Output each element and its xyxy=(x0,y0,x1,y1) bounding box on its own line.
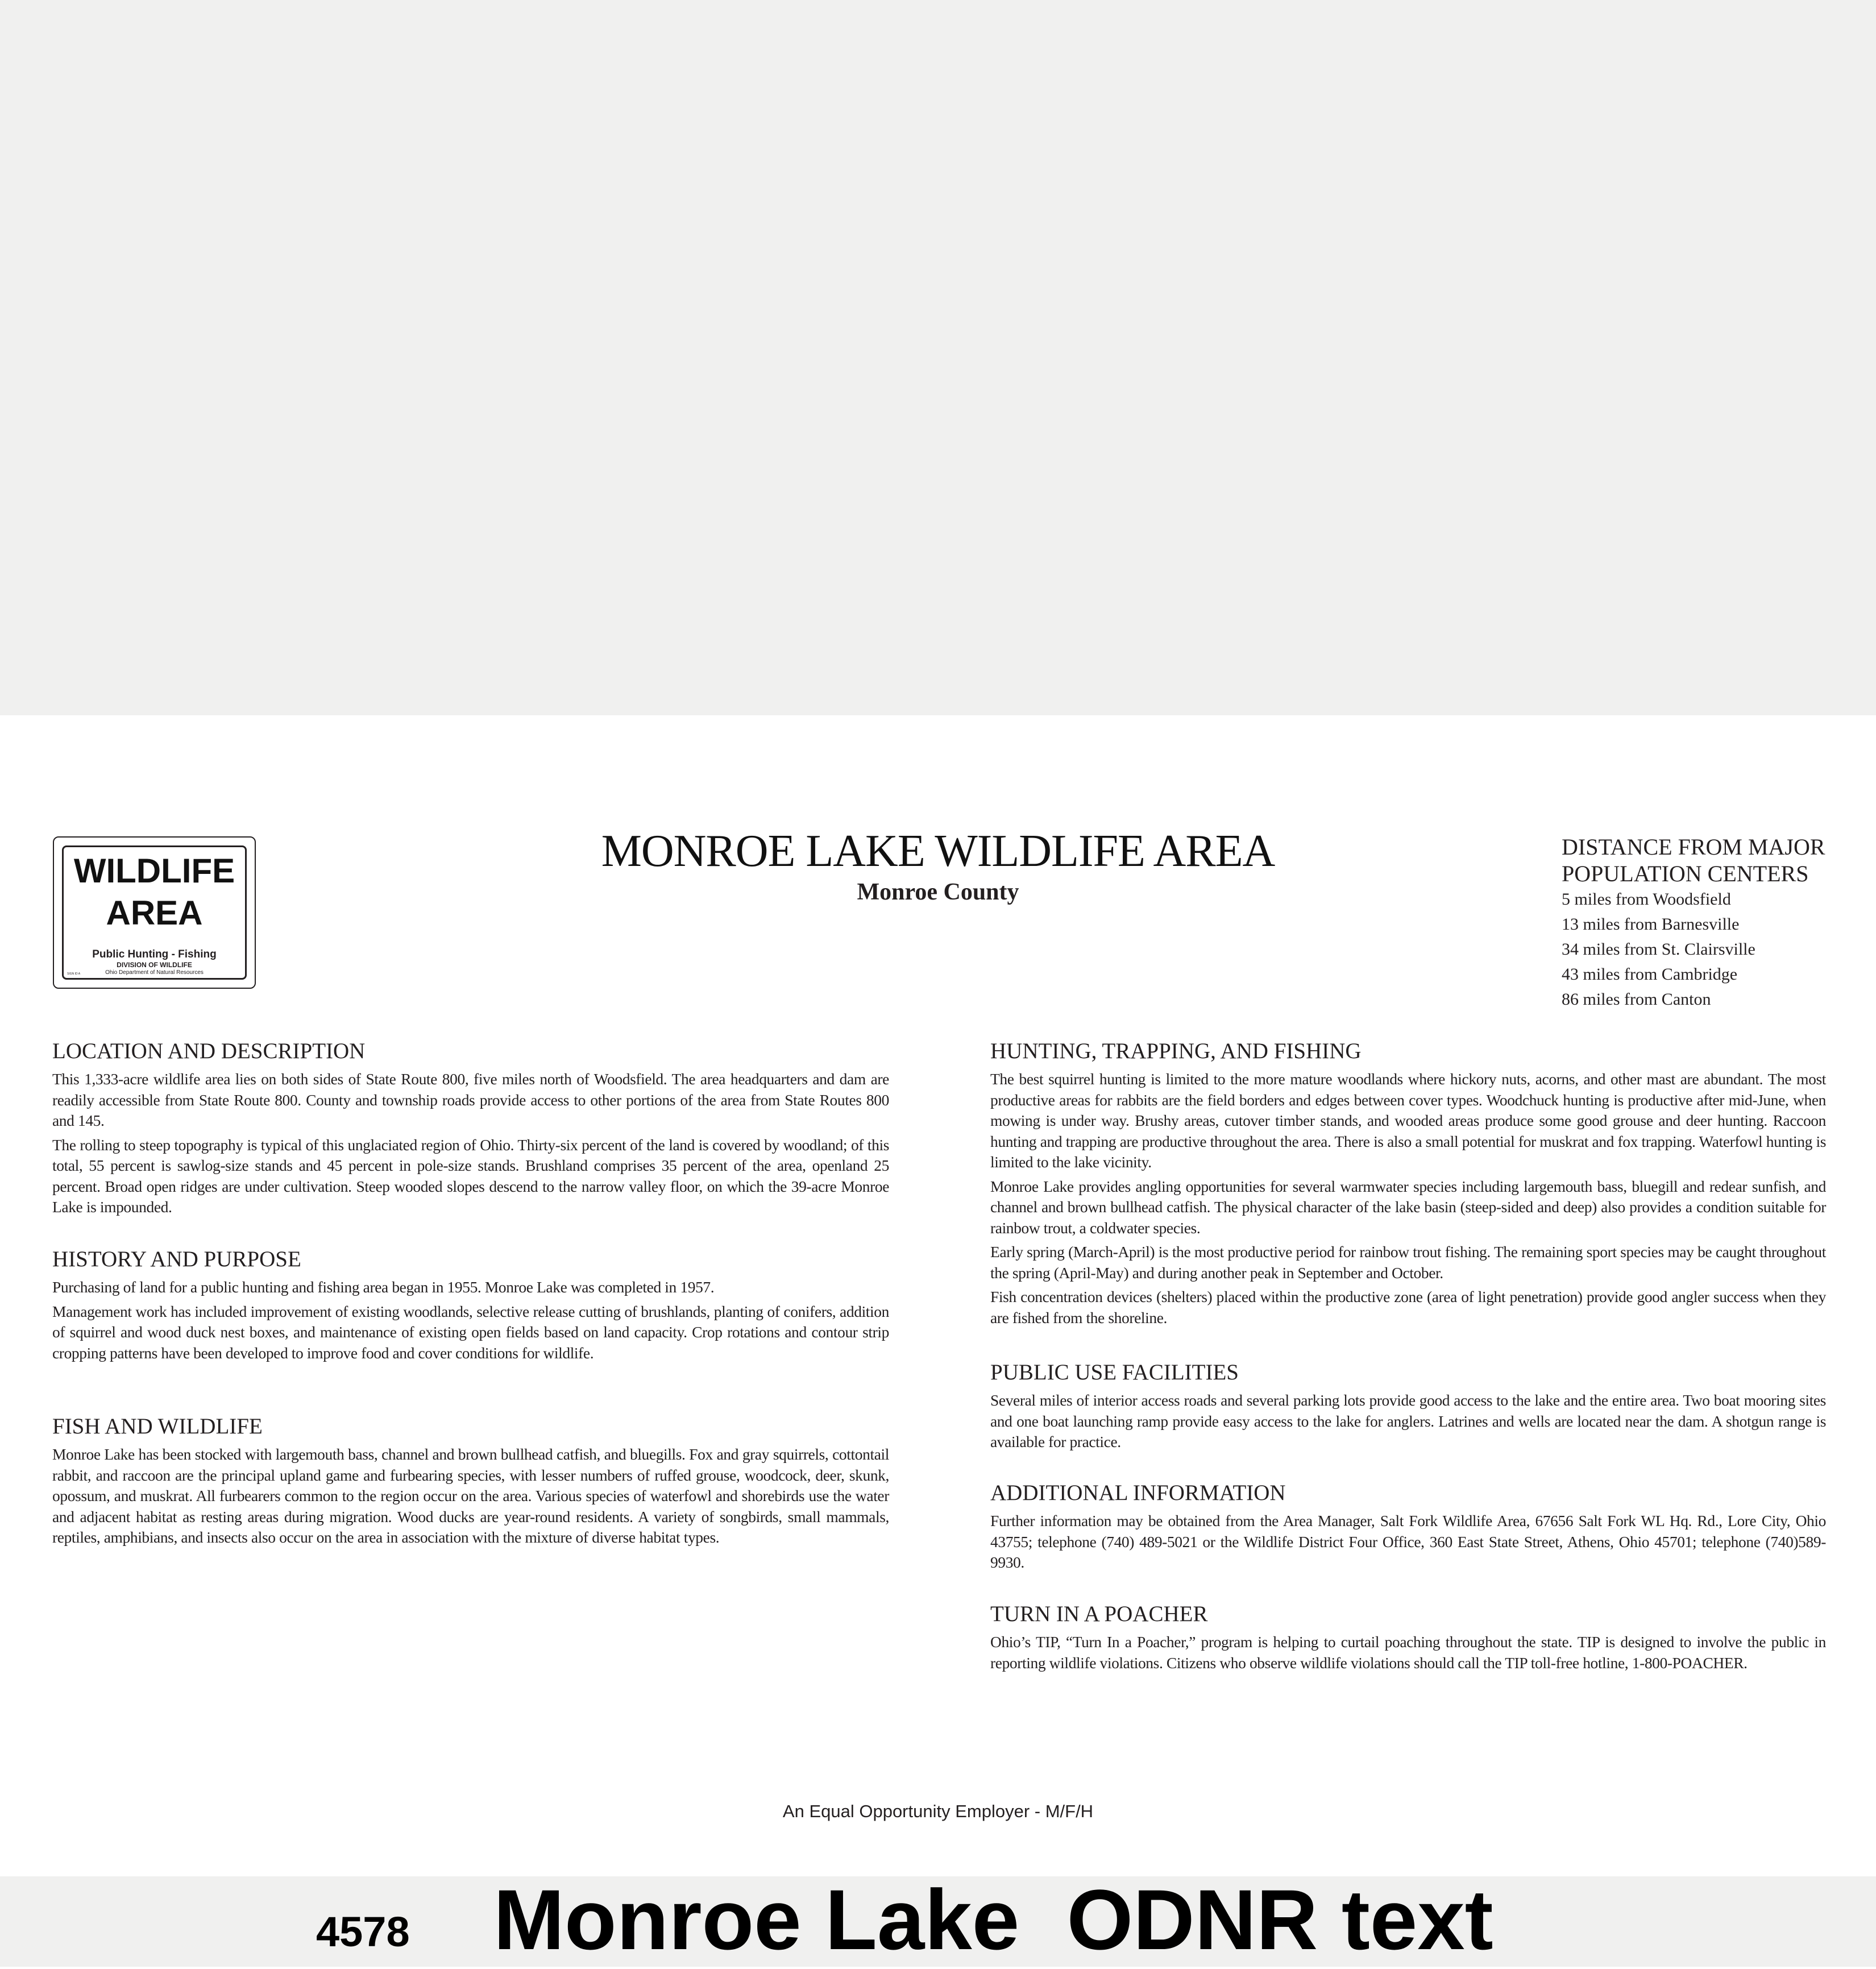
paragraph: This 1,333-acre wildlife area lies on both sides of State Route 800, five miles north of Woodsfield. The area headquarters and dam are readily accessible from State Route 800. County and township roads provide access to other portions of the area from State Routes 800 and 145. xyxy=(52,1070,889,1129)
section-fish-wildlife xyxy=(52,1413,889,1552)
distance-item: 34 miles from St. Clairsville xyxy=(1562,940,1755,959)
equal-opportunity-note: An Equal Opportunity Employer - M/F/H xyxy=(782,1801,1094,1821)
sign-code: SIGN ID A xyxy=(67,972,81,976)
document-code: 4578 xyxy=(316,1908,410,1955)
paragraph: Several miles of interior access roads and several parking lots provide good access to the lake and the entire area. Two boat mooring sites and one boat launching ramp provide easy access to the lake for anglers. Latrines and wells are located near the dam. A shotgun range is available for practice. xyxy=(990,1391,1826,1450)
paragraph: Monroe Lake provides angling opportunities for several warmwater species including largemouth bass, bluegill and redear sunfish, and channel and brown bullhead catfish. The physical character of the lake basin (steep-sided and deep) also provides a condition suitable for rainbow trout, a coldwater species. xyxy=(990,1177,1826,1237)
paragraph: Fish concentration devices (shelters) placed within the productive zone (area of light penetration) provide good angler success when they are fished from the shoreline. xyxy=(990,1288,1826,1327)
distance-heading-2: POPULATION CENTERS xyxy=(1562,861,1809,886)
distance-item: 43 miles from Cambridge xyxy=(1562,965,1738,984)
section-heading: HUNTING, TRAPPING, AND FISHING xyxy=(990,1039,1362,1063)
sign-division: DIVISION OF WILDLIFE xyxy=(117,961,192,969)
sign-line2: AREA xyxy=(106,894,203,932)
page-title: MONROE LAKE WILDLIFE AREA xyxy=(601,826,1275,876)
paragraph: Management work has included improvement of existing woodlands, selective release cutting of brushlands, planting of conifers, addition of squirrel and wood duck nest boxes, and maintenance of existing open fields based on land capacity. Crop rotations and contour strip cropping patterns have been developed to improve food and cover conditions for wildlife. xyxy=(52,1302,889,1362)
page-subtitle: Monroe County xyxy=(857,879,1019,905)
paragraph: Purchasing of land for a public hunting and fishing area began in 1955. Monroe Lake was completed in 1957. xyxy=(52,1278,715,1296)
section-hunting xyxy=(990,1038,1826,1332)
section-facilities xyxy=(990,1359,1826,1456)
section-heading: PUBLIC USE FACILITIES xyxy=(990,1360,1239,1384)
section-heading: FISH AND WILDLIFE xyxy=(52,1414,263,1439)
sign-subtitle: Public Hunting - Fishing xyxy=(92,948,217,960)
distance-item: 5 miles from Woodsfield xyxy=(1562,890,1731,909)
sign-line1: WILDLIFE xyxy=(73,852,235,890)
section-heading: LOCATION AND DESCRIPTION xyxy=(52,1039,366,1063)
document-label: Monroe Lake ODNR text xyxy=(493,1872,1493,1967)
section-history xyxy=(52,1246,889,1367)
paragraph: Early spring (March-April) is the most productive period for rainbow trout fishing. The remaining sport species may be caught throughout the spring (April-May) and during another peak in September and October. xyxy=(990,1243,1826,1282)
section-additional-info xyxy=(990,1480,1826,1577)
paragraph: Monroe Lake has been stocked with largemouth bass, channel and brown bullhead catfish, and bluegills. Fox and gray squirrels, cottontail rabbit, and raccoon are the principal upland game and furbearing species, with lesser numbers of ruffed grouse, woodcock, deer, skunk, opossum, and muskrat. All furbearers common to the region occur on the area. Various species of waterfowl and shorebirds use the water and adjacent habitat as resting areas during migration. Wood ducks are year-round residents. A variety of songbirds, small mammals, reptiles, amphibians, and insects also occur on the area in association with the mixture of diverse habitat types. xyxy=(52,1445,889,1546)
distance-block xyxy=(1562,834,1825,1012)
section-poacher xyxy=(990,1601,1826,1677)
section-heading: TURN IN A POACHER xyxy=(990,1602,1208,1626)
sign-department: Ohio Department of Natural Resources xyxy=(105,969,204,976)
paragraph: Ohio’s TIP, “Turn In a Poacher,” program is helping to curtail poaching throughout the state. TIP is designed to involve the public in reporting wildlife violations. Citizens who observe wildlife violations should call the TIP toll-free hotline, 1-800-POACHER. xyxy=(990,1633,1826,1672)
distance-item: 13 miles from Barnesville xyxy=(1562,915,1740,934)
blank-top-area xyxy=(0,0,1876,715)
paragraph: The best squirrel hunting is limited to the more mature woodlands where hickory nuts, acorns, and other mast are abundant. The most productive areas for rabbits are the field borders and edges between cover types. Woodchuck hunting is productive after mid-June, when mowing is under way. Brushy areas, cutover timber stands, and wooded areas produce some good grouse and deer hunting. Raccoon hunting and trapping are productive throughout the area. There is also a small potential for muskrat and fox trapping. Waterfowl hunting is limited to the lake vicinity. xyxy=(990,1070,1826,1171)
section-heading: ADDITIONAL INFORMATION xyxy=(990,1481,1286,1505)
section-location xyxy=(52,1038,889,1221)
distance-heading-1: DISTANCE FROM MAJOR xyxy=(1562,834,1825,860)
paragraph: Further information may be obtained from the Area Manager, Salt Fork Wildlife Area, 67656 Salt Fork WL Hq. Rd., Lore City, Ohio 43755; telephone (740) 489-5021 or the Wildlife District Four Office, 360 East State Street, Athens, Ohio 45701; telephone (740)589-9930. xyxy=(990,1512,1826,1571)
section-heading: HISTORY AND PURPOSE xyxy=(52,1247,301,1271)
distance-item: 86 miles from Canton xyxy=(1562,990,1711,1009)
paragraph: The rolling to steep topography is typical of this unglaciated region of Ohio. Thirty-six percent of the land is covered by woodland; of this total, 55 percent is sawlog-size stands and 45 percent in pole-size stands. Brushland comprises 35 percent of the area, openland 25 percent. Broad open ridges are under cultivation. Steep wooded slopes descend to the narrow valley floor, on which the 39-acre Monroe Lake is impounded. xyxy=(52,1135,889,1216)
